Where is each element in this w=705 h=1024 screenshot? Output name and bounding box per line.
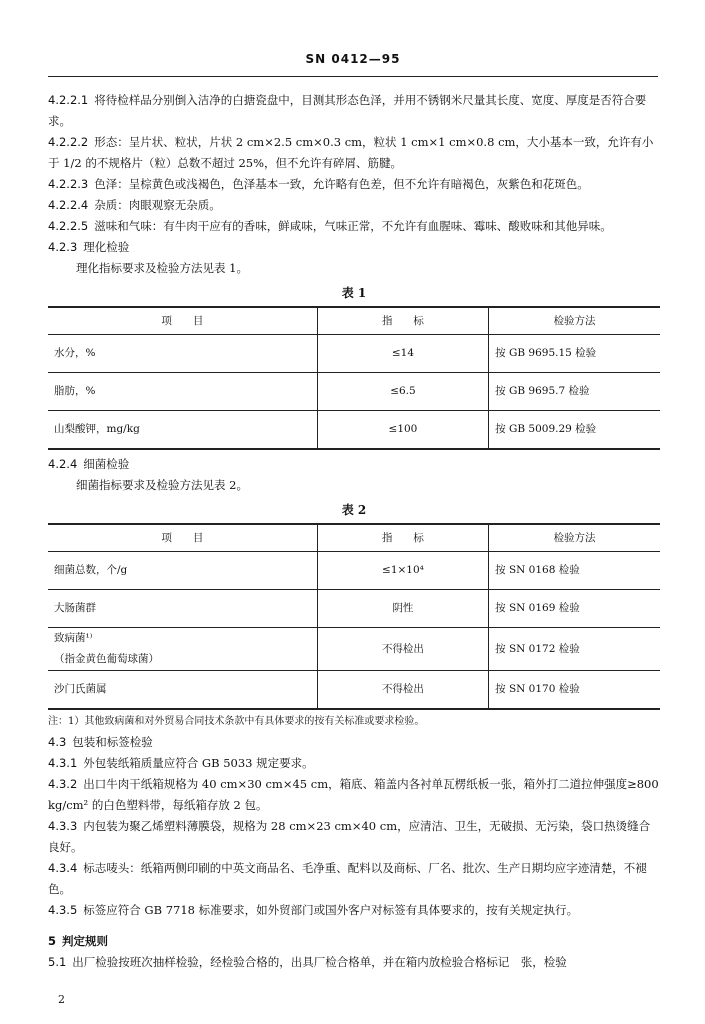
clause-number: 4.3.5 xyxy=(48,903,78,917)
table2-footnote: 注：1）其他致病菌和对外贸易合同技术条款中有具体要求的按有关标准或要求检验。 xyxy=(48,716,425,727)
table2-caption: 表 2 xyxy=(341,503,367,517)
document-body xyxy=(48,90,660,973)
heading-4-2-4 xyxy=(48,454,660,475)
clause-text: 形态：呈片状、粒状，片状 2 cm×2.5 cm×0.3 cm，粒状 1 cm×1 cm×0.8 cm，大小基本一致，允许有小于 1/2 的不规格片（粒）总数不超过 25%，但不允许有碎屑、筋腱。 xyxy=(48,135,654,170)
table-2 xyxy=(48,523,660,710)
cell-method: 按 SN 0172 检验 xyxy=(489,628,660,671)
column-header-method: 检验方法 xyxy=(489,307,660,335)
column-header-item: 项 目 xyxy=(48,524,317,552)
table2-intro: 细菌指标要求及检验方法见表 2。 xyxy=(76,478,248,492)
table-1 xyxy=(48,306,660,450)
cell-value: 不得检出 xyxy=(317,671,488,710)
paragraph-4-3-3 xyxy=(48,816,660,858)
cell-method: 按 GB 9695.7 检验 xyxy=(489,373,660,411)
clause-text: 色泽：呈棕黄色或浅褐色，色泽基本一致，允许略有色差，但不允许有暗褐色，灰紫色和花斑色。 xyxy=(94,177,589,191)
paragraph-4-3-1 xyxy=(48,753,660,774)
clause-text: 将待检样品分别倒入洁净的白搪瓷盘中，目测其形态色泽，并用不锈钢米尺量其长度、宽度、厚度是否符合要求。 xyxy=(48,93,647,128)
page-header-code: SN 0412—95 xyxy=(305,52,401,66)
paragraph-4-3-2 xyxy=(48,774,660,816)
clause-text: 出厂检验按班次抽样检验，经检验合格的，出具厂检合格单，并在箱内放检验合格标记 张，检验 xyxy=(72,955,567,969)
table-row xyxy=(48,411,660,450)
table-row xyxy=(48,671,660,710)
cell-method: 按 GB 5009.29 检验 xyxy=(489,411,660,450)
clause-number: 4.2.2.2 xyxy=(48,135,89,149)
cell-method: 按 GB 9695.15 检验 xyxy=(489,335,660,373)
clause-text: 出口牛肉干纸箱规格为 40 cm×30 cm×45 cm，箱底、箱盖内各衬单瓦楞纸板一张，箱外打二道拉伸强度≥800 kg/cm² 的白色塑料带，每纸箱存放 2 包。 xyxy=(48,777,659,812)
table-row xyxy=(48,552,660,590)
clause-number: 4.3.3 xyxy=(48,819,78,833)
table1-caption: 表 1 xyxy=(341,286,367,300)
clause-number: 4.2.3 xyxy=(48,240,78,254)
section-title: 判定规则 xyxy=(62,934,109,948)
paragraph-4-2-2-4 xyxy=(48,195,660,216)
heading-4-2-3 xyxy=(48,237,660,258)
clause-number: 4.3.2 xyxy=(48,777,78,791)
cell-item: 水分，% xyxy=(48,335,317,373)
clause-text: 外包装纸箱质量应符合 GB 5033 规定要求。 xyxy=(83,756,314,770)
cell-item: 山梨酸钾，mg/kg xyxy=(48,411,317,450)
table-row xyxy=(48,373,660,411)
paragraph-4-2-2-3 xyxy=(48,174,660,195)
clause-text: 杂质：肉眼观察无杂质。 xyxy=(94,198,221,212)
column-header-item: 项 目 xyxy=(48,307,317,335)
page-number: 2 xyxy=(58,993,65,1006)
clause-text: 内包装为聚乙烯塑料薄膜袋，规格为 28 cm×23 cm×40 cm，应清洁、卫生，无破损、无污染，袋口热烫缝合良好。 xyxy=(48,819,651,854)
cell-item xyxy=(48,552,317,590)
table1-intro: 理化指标要求及检验方法见表 1。 xyxy=(76,261,248,275)
clause-text: 滋味和气味：有牛肉干应有的香味，鲜咸味，气味正常，不允许有血腥味、霉味、酸败味和其他异味。 xyxy=(94,219,612,233)
cell-item xyxy=(48,628,317,671)
cell-item-line: （指金黄色葡萄球菌） xyxy=(54,653,159,665)
section-heading-5 xyxy=(48,931,660,952)
table-row xyxy=(48,335,660,373)
column-header-method: 检验方法 xyxy=(489,524,660,552)
cell-item xyxy=(48,671,317,710)
column-header-value: 指 标 xyxy=(317,307,488,335)
paragraph-4-3-4 xyxy=(48,858,660,900)
clause-text: 标签应符合 GB 7718 标准要求，如外贸部门或国外客户对标签有具体要求的，按有关规定执行。 xyxy=(83,903,579,917)
table-header-row xyxy=(48,307,660,335)
paragraph-5-1 xyxy=(48,952,660,973)
clause-text: 细菌检验 xyxy=(83,457,130,471)
cell-value: ≤1×10⁴ xyxy=(317,552,488,590)
paragraph-4-3-5 xyxy=(48,900,660,921)
clause-number: 4.2.2.3 xyxy=(48,177,89,191)
clause-text: 包装和标签检验 xyxy=(72,735,153,749)
cell-value: ≤100 xyxy=(317,411,488,450)
clause-number: 4.2.2.4 xyxy=(48,198,89,212)
paragraph-4-2-2-5 xyxy=(48,216,660,237)
paragraph-4-2-2-2 xyxy=(48,132,660,174)
table-row xyxy=(48,628,660,671)
clause-number: 5.1 xyxy=(48,955,67,969)
clause-number: 4.3 xyxy=(48,735,67,749)
cell-value: ≤6.5 xyxy=(317,373,488,411)
column-header-value: 指 标 xyxy=(317,524,488,552)
cell-method: 按 SN 0169 检验 xyxy=(489,590,660,628)
section-number: 5 xyxy=(48,934,57,948)
cell-item-line: 致病菌¹⁾ xyxy=(54,632,93,644)
cell-value: ≤14 xyxy=(317,335,488,373)
clause-number: 4.2.2.5 xyxy=(48,219,89,233)
cell-method: 按 SN 0168 检验 xyxy=(489,552,660,590)
cell-item: 脂肪，% xyxy=(48,373,317,411)
cell-method: 按 SN 0170 检验 xyxy=(489,671,660,710)
heading-4-3 xyxy=(48,732,660,753)
table-row xyxy=(48,590,660,628)
cell-item-line: 沙门氏菌属 xyxy=(54,683,107,695)
clause-text: 理化检验 xyxy=(83,240,130,254)
cell-item xyxy=(48,590,317,628)
cell-value: 不得检出 xyxy=(317,628,488,671)
table-header-row xyxy=(48,524,660,552)
clause-number: 4.3.1 xyxy=(48,756,78,770)
clause-number: 4.3.4 xyxy=(48,861,78,875)
header-rule xyxy=(48,76,658,77)
clause-text: 标志唛头：纸箱两侧印刷的中英文商品名、毛净重、配料以及商标、厂名、批次、生产日期均应字迹清楚，不褪色。 xyxy=(48,861,647,896)
clause-number: 4.2.2.1 xyxy=(48,93,89,107)
clause-number: 4.2.4 xyxy=(48,457,78,471)
cell-value: 阴性 xyxy=(317,590,488,628)
paragraph-4-2-2-1 xyxy=(48,90,660,132)
cell-item-line: 细菌总数，个/g xyxy=(54,564,128,576)
cell-item-line: 大肠菌群 xyxy=(54,602,96,614)
